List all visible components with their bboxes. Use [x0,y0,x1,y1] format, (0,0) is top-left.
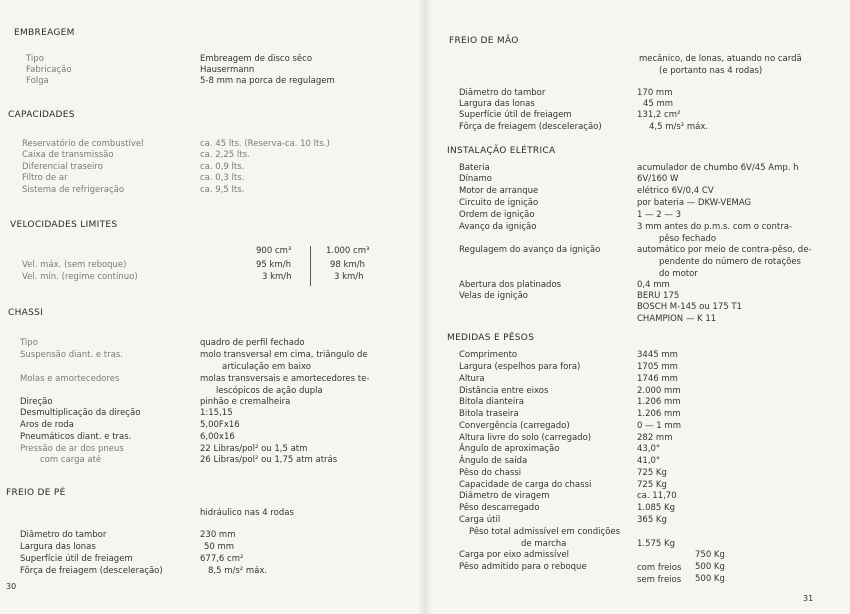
spec-label: Filtro de ar [22,173,68,183]
spec-value: acumulador de chumbo 6V/45 Amp. h [637,163,799,173]
spec-value: molas transversais e amortecedores te- [200,374,370,384]
spec-label: Capacidade de carga do chassi [459,480,592,490]
spec-value: ca. 11,70 [637,491,677,501]
spec-label: Tipo [20,338,38,348]
spec-label: Sistema de refrigeração [22,185,125,195]
spec-label: Direção [20,397,53,407]
section-title-instalacao: INSTALAÇÃO ELÉTRICA [447,146,556,156]
spec-value: elétrico 6V/0,4 CV [637,186,714,196]
spec-label: Pneumáticos diant. e tras. [20,432,132,442]
section-intro: mecânico, de lonas, atuando no cardã [639,54,802,64]
spec-label: Motor de arranque [459,186,539,196]
spec-value: Hausermann [200,65,255,75]
spec-label: Ângulo de aproximação [459,444,560,454]
spec-label: Pêso admitido para o reboque [459,562,587,572]
spec-label: Velas de ignição [459,291,529,301]
spec-label: Circuito de ignição [459,198,539,208]
spec-value: 282 mm [637,433,673,443]
spec-value: 500 Kg [695,574,725,584]
spec-value: 3 mm antes do p.m.s. com o contra- [637,222,792,232]
spec-label: Largura (espelhos para fora) [459,362,581,372]
spec-label: Dínamo [459,174,492,184]
section-intro: hidráulico nas 4 rodas [200,508,294,518]
spec-value: 3 km/h [334,272,364,282]
spec-label: Regulagem do avanço da ignição [459,245,601,255]
spec-value: 95 km/h [256,260,291,270]
spec-value: ca. 45 lts. (Reserva-ca. 10 lts.) [200,139,330,149]
spec-value: 2.000 mm [637,386,681,396]
spec-label: Carga útil [459,515,501,525]
spec-value: automático por meio de contra-pêso, de- [637,245,812,255]
spec-label: Convergência (carregado) [459,421,570,431]
spec-label: Pressão de ar dos pneus [20,444,124,454]
spec-value-cont: BOSCH M-145 ou 175 T1 [637,302,742,312]
spec-label: Tipo [26,54,44,64]
spec-value: molo transversal em cima, triângulo de [200,350,368,360]
spec-label: Superfície útil de freiagem [459,110,572,120]
spec-value: 1746 mm [637,374,678,384]
spec-label: Superfície útil de freiagem [20,554,133,564]
spec-label: com carga até [40,455,102,465]
spec-value: 1.085 Kg [637,503,676,513]
spec-value: 43,0° [637,444,661,454]
section-title-chassi: CHASSI [8,308,44,318]
spec-label: Avanço da ignição [459,222,537,232]
spec-value: 4,5 m/s² máx. [649,122,709,132]
page-number: 30 [6,582,17,591]
spec-value: ca. 9,5 lts. [200,185,245,195]
spec-value: por bateria — DKW-VEMAG [637,198,752,208]
col-header-900: 900 cm³ [256,246,292,256]
spec-value: 1.206 mm [637,397,681,407]
spec-label: Fôrça de freiagem (desceleração) [459,122,602,132]
spec-value: ca. 0,3 lts. [200,173,245,183]
spec-label: Suspensão diant. e tras. [20,350,123,360]
spec-label: Largura das lonas [459,99,535,109]
spec-value-cont: lescópicos de ação dupla [216,386,323,396]
spec-value: 0 — 1 mm [637,421,681,431]
spec-label: Diâmetro do tambor [20,530,107,540]
spec-value: 6V/160 W [637,174,679,184]
section-title-medidas: MEDIDAS E PÊSOS [447,333,535,343]
spec-label: Comprimento [459,350,518,360]
spec-value: 98 km/h [330,260,365,270]
spec-value: 26 Libras/pol² ou 1,75 atm atrás [200,455,338,465]
spec-value: 3 km/h [262,272,292,282]
section-title-velocidades: VELOCIDADES LIMITES [10,220,118,230]
spec-value: BERU 175 [637,291,680,301]
spec-value: 5,00Fx16 [200,420,240,430]
spec-value: 3445 mm [637,350,678,360]
spec-value: 500 Kg [695,562,725,572]
spec-value: 1:15,15 [200,408,233,418]
spec-value-cont: pêso fechado [659,234,717,244]
spec-value: quadro de perfil fechado [200,338,305,348]
spec-label: Desmultiplicação da direção [20,408,141,418]
spec-label: Fabricação [26,65,72,75]
spec-value: 5-8 mm na porca de regulagem [200,76,335,86]
spec-label: Diferencial traseiro [22,162,103,172]
spec-value: 677,6 cm² [200,554,244,564]
spec-label: Carga por eixo admissível [459,550,569,560]
spec-value: 45 mm [643,99,674,109]
spec-value: ca. 2,25 lts. [200,150,250,160]
spec-label: Abertura dos platinados [459,280,562,290]
spec-value: 8,5 m/s² máx. [208,566,268,576]
section-title-freio-mao: FREIO DE MÃO [449,36,519,46]
spec-label: Folga [26,76,49,86]
spec-value: 0,4 mm [637,280,670,290]
spec-value: 6,00x16 [200,432,235,442]
spec-label: Distância entre eixos [459,386,549,396]
spec-label: Vel. máx. (sem reboque) [22,260,127,270]
spec-label: Bitola dianteira [459,397,524,407]
spec-label: Largura das lonas [20,542,96,552]
section-title-capacidades: CAPACIDADES [8,110,75,120]
spec-label: Molas e amortecedores [20,374,120,384]
spec-label: Diâmetro de viragem [459,491,550,501]
spec-value: 1 — 2 — 3 [637,210,682,220]
spec-value: 750 Kg [695,550,725,560]
spec-label: Pêso descarregado [459,503,540,513]
spec-value: 365 Kg [637,515,667,525]
spec-value: 131,2 cm² [637,110,681,120]
spec-value: 725 Kg [637,480,667,490]
spec-value: 1.206 mm [637,409,681,419]
spec-value: Embreagem de disco sêco [200,54,313,64]
section-title-freio-pe: FREIO DE PÉ [6,488,66,498]
spec-label: Diâmetro do tambor [459,88,546,98]
spec-value: 1705 mm [637,362,678,372]
spec-value-cont: articulação em baixo [222,362,311,372]
section-intro-cont: (e portanto nas 4 rodas) [659,66,763,76]
page-number: 31 [803,594,814,603]
spec-value: 230 mm [200,530,236,540]
spec-label: Pêso total admissível em condições [469,527,621,537]
spec-label: Caixa de transmissão [22,150,114,160]
spec-label: Aros de roda [20,420,74,430]
spec-value: 170 mm [637,88,673,98]
spec-value-cont: CHAMPION — K 11 [637,314,717,324]
spec-label: Altura [459,374,485,384]
spec-qualifier: com freios [637,563,682,573]
spec-label: Fôrça de freiagem (desceleração) [20,566,163,576]
spec-label: Ângulo de saída [459,456,528,466]
col-header-1000: 1.000 cm³ [326,246,370,256]
spec-label: Bitola traseira [459,409,519,419]
spec-label-cont: de marcha [521,539,567,549]
spec-label: Bateria [459,163,490,173]
spec-label: Reservatório de combustível [22,139,144,149]
spec-value: ca. 0,9 lts. [200,162,245,172]
spec-qualifier: sem freios [637,575,682,585]
spec-value-cont: do motor [659,269,698,279]
spec-value: 41,0° [637,456,661,466]
spec-label: Vel. mín. (regime contínuo) [22,272,138,282]
spec-value-cont: pendente do número de rotações [659,257,801,267]
spec-value: 725 Kg [637,468,667,478]
spec-value: 1.575 Kg [637,539,676,549]
spec-label: Altura livre do solo (carregado) [459,433,592,443]
spec-value: pinhão e cremalheira [200,397,291,407]
spec-label: Ordem de ignição [459,210,535,220]
spec-label: Pêso do chassi [459,468,522,478]
column-divider [310,246,311,286]
right-page [425,0,850,614]
section-title-embreagem: EMBREAGEM [14,28,75,38]
spec-value: 50 mm [204,542,235,552]
spec-value: 22 Libras/pol² ou 1,5 atm [200,444,308,454]
